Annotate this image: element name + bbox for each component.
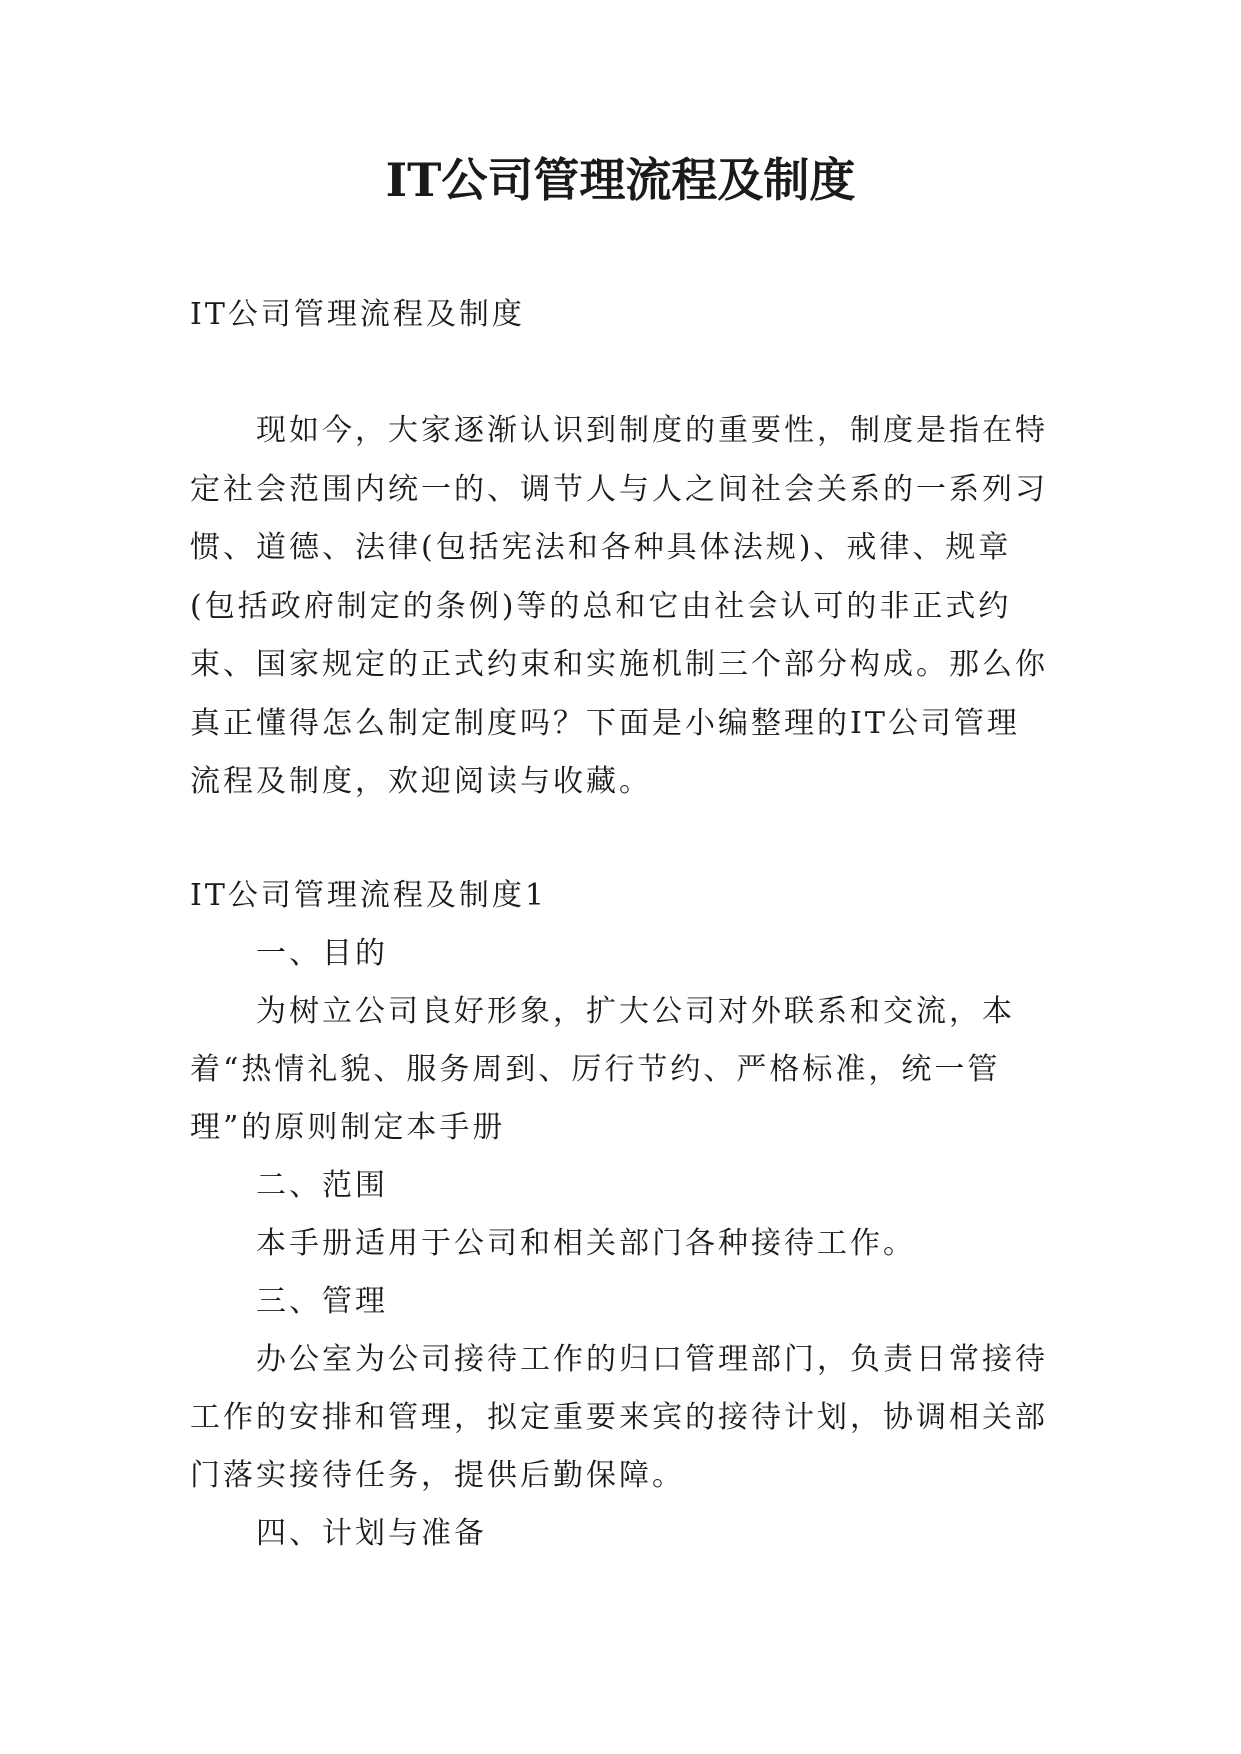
section-title: IT公司管理流程及制度1 [190,877,547,913]
scope-paragraph: 本手册适用于公司和相关部门各种接待工作。 [256,1225,916,1261]
document-title: IT公司管理流程及制度 [385,153,856,207]
purpose-paragraph: 为树立公司良好形象，扩大公司对外联系和交流，本着“热情礼貌、服务周到、厉行节约、严格标准，统一管理”的原则制定本手册 [190,993,1015,1145]
scope-heading: 二、范围 [256,1167,388,1203]
document-subtitle: IT公司管理流程及制度 [190,297,525,332]
document-body [190,286,1050,1563]
plan-heading: 四、计划与准备 [256,1515,487,1551]
intro-paragraph: 现如今，大家逐渐认识到制度的重要性，制度是指在特定社会范围内统一的、调节人与人之间社会关系的一系列习惯、道德、法律(包括宪法和各种具体法规)、戒律、规章(包括政府制定的条例)等的总和它由社会认可的非正式约束、国家规定的正式约束和实施机制三个部分构成。那么你真正懂得怎么制定制度吗？下面是小编整理的IT公司管理流程及制度，欢迎阅读与收藏。 [190,413,1048,799]
management-heading: 三、管理 [256,1283,388,1319]
management-paragraph: 办公室为公司接待工作的归口管理部门，负责日常接待工作的安排和管理，拟定重要来宾的接待计划，协调相关部门落实接待任务，提供后勤保障。 [190,1341,1048,1493]
purpose-heading: 一、目的 [256,935,388,971]
